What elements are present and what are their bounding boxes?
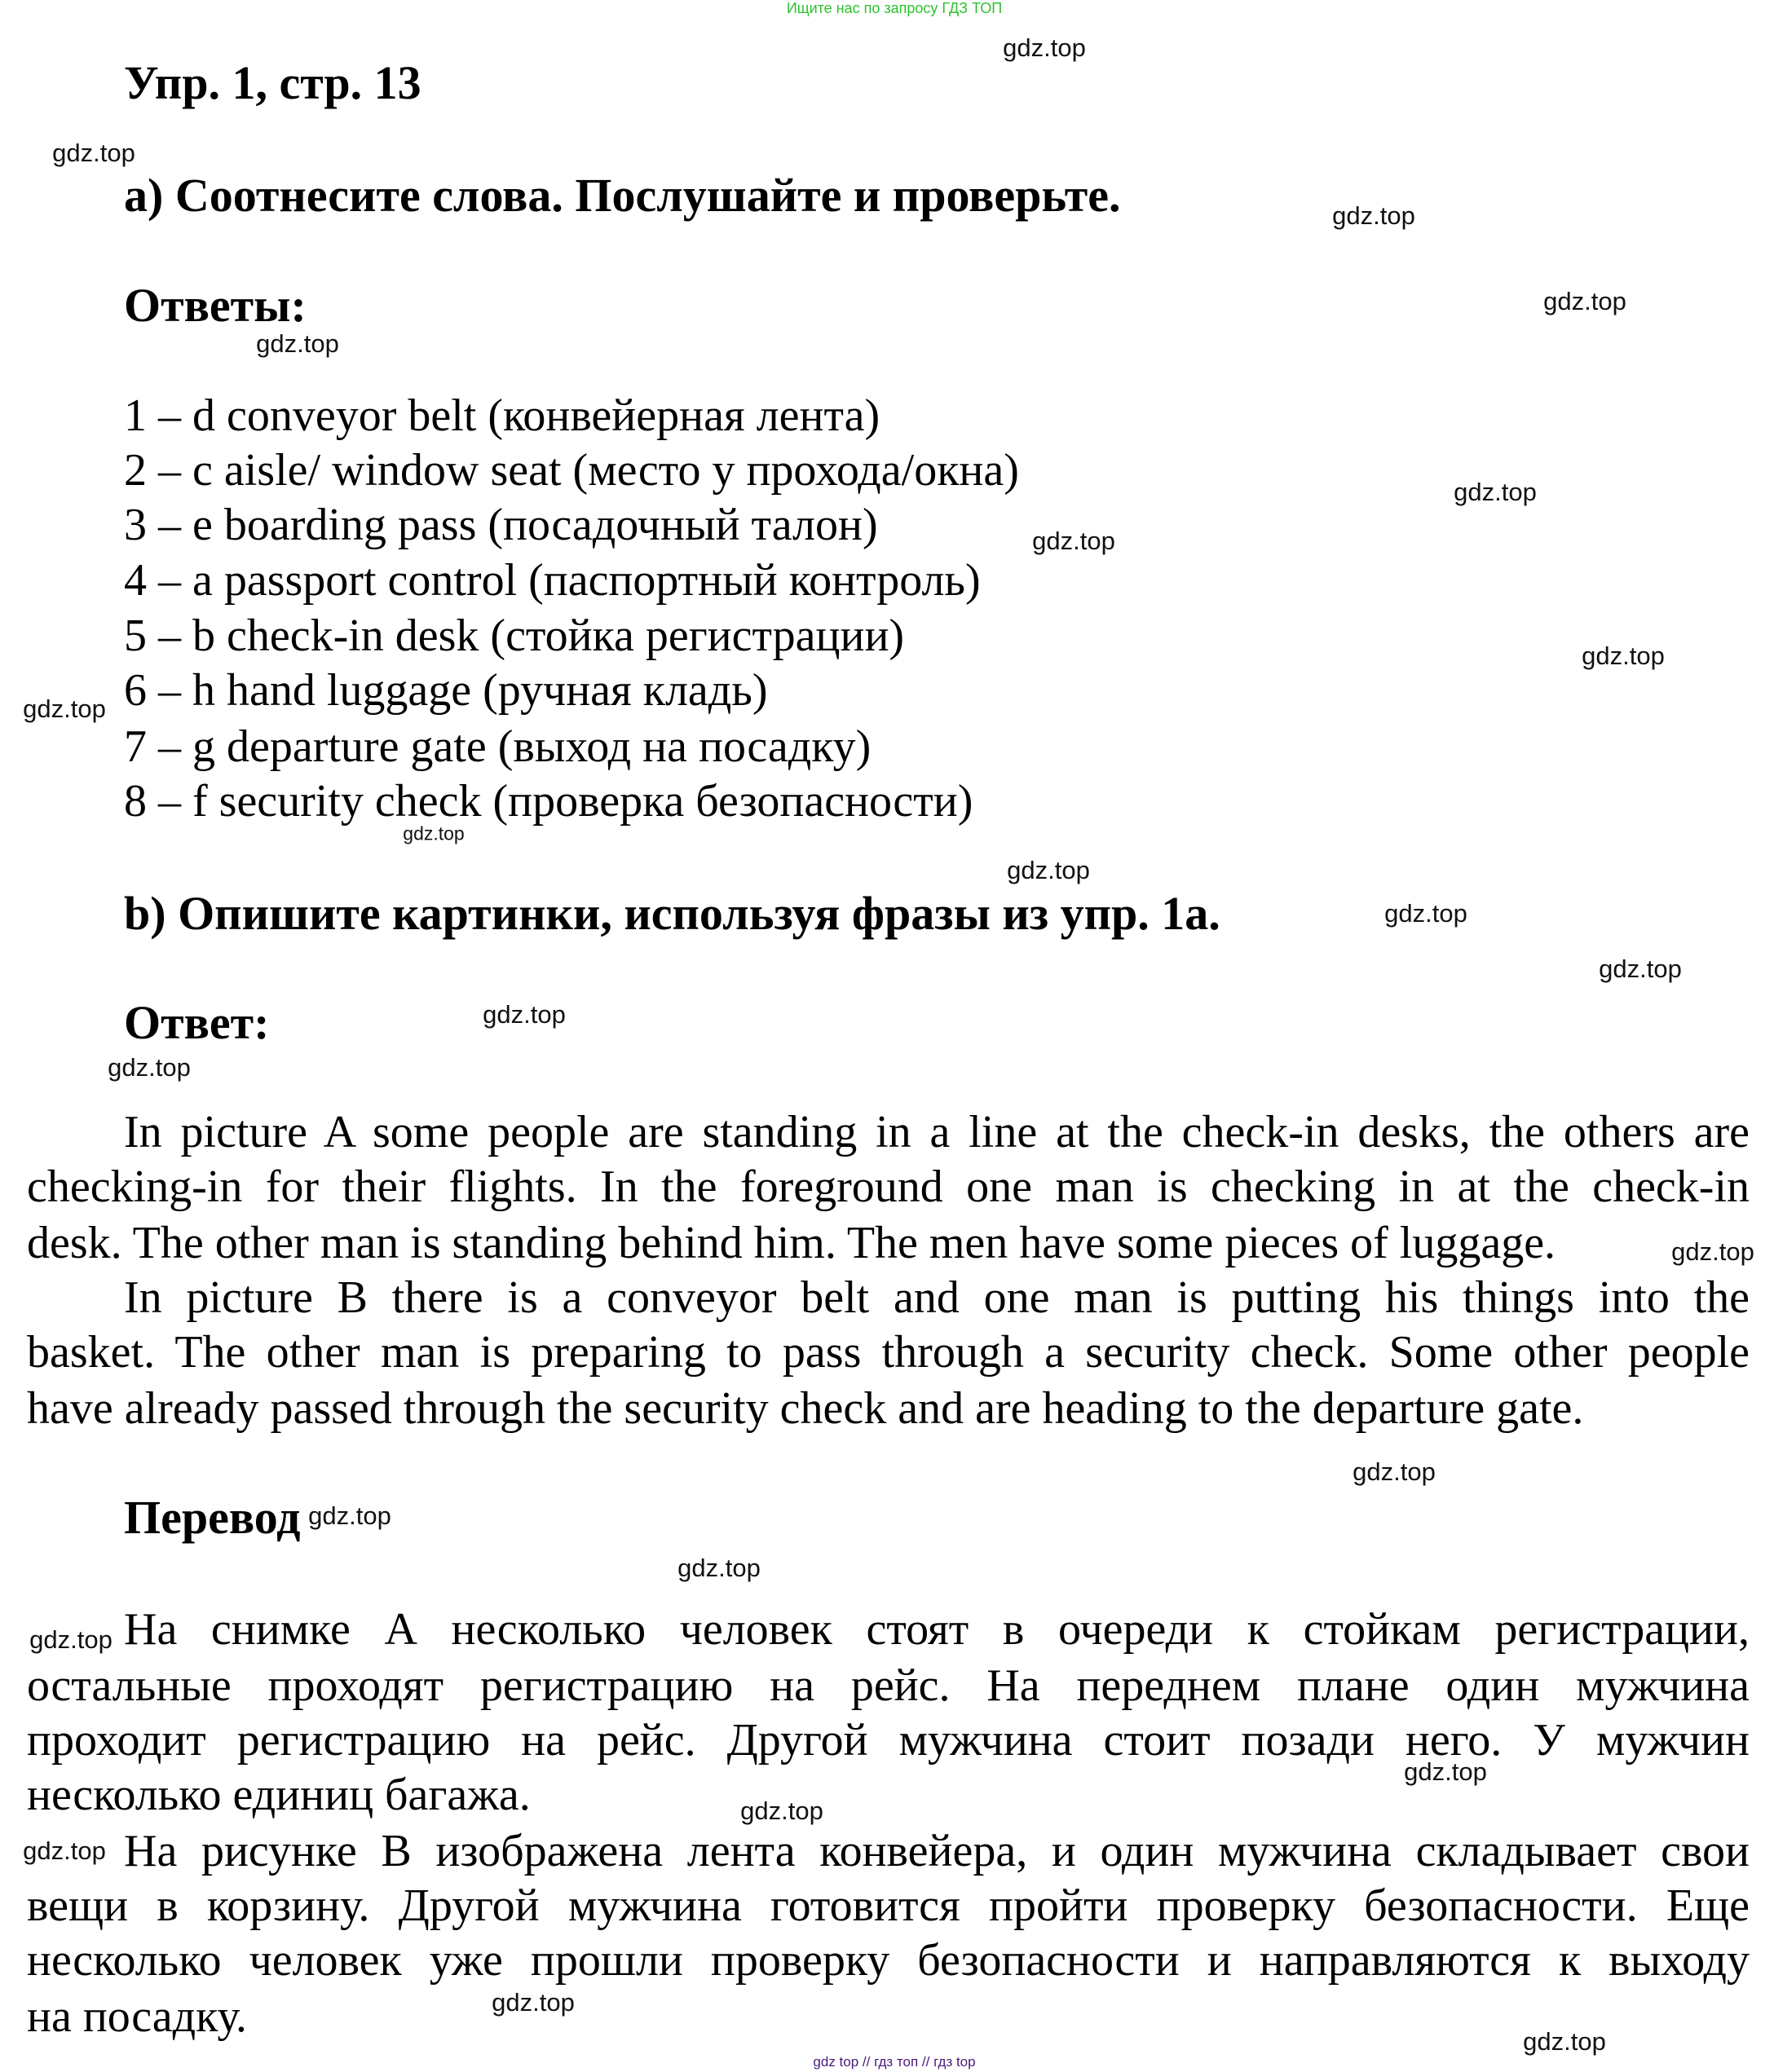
english-line: desk. The other man is standing behind him. The men have some pieces of luggage.: [27, 1218, 1556, 1268]
watermark: gdz.top: [1032, 527, 1115, 555]
watermark: gdz.top: [1582, 641, 1665, 670]
watermark: gdz.top: [1599, 954, 1682, 983]
watermark: gdz.top: [492, 1988, 575, 2017]
russian-line: несколько единиц багажа.: [27, 1770, 531, 1820]
answer-item: 7 – g departure gate (выход на посадку): [124, 721, 872, 772]
task-a-heading: а) Соотнесите слова. Послушайте и проверьте.: [124, 169, 1121, 222]
russian-line: проходит регистрацию на рейс. Другой мужчина стоит позади него. У мужчин: [27, 1715, 1750, 1766]
russian-line: на посадку.: [27, 1991, 247, 2042]
watermark: gdz.top: [23, 694, 106, 723]
watermark: gdz.top: [1332, 201, 1415, 230]
watermark: gdz.top: [1404, 1757, 1487, 1786]
english-line: checking-in for their flights. In the foreground one man is checking in at the check-in: [27, 1162, 1750, 1212]
watermark: gdz.top: [1671, 1237, 1754, 1266]
english-line: have already passed through the security check and are heading to the departure gate.: [27, 1383, 1584, 1434]
watermark: gdz.top: [23, 1836, 106, 1865]
answer-item: 4 – a passport control (паспортный контроль): [124, 555, 981, 606]
english-line: In picture B there is a conveyor belt and one man is putting his things into the: [124, 1272, 1750, 1323]
russian-line: несколько человек уже прошли проверку безопасности и направляются к выходу: [27, 1935, 1750, 1986]
answer-heading: Ответ:: [124, 996, 270, 1049]
watermark: gdz.top: [29, 1625, 113, 1654]
watermark: gdz.top: [1454, 478, 1537, 506]
watermark: gdz.top: [1003, 33, 1086, 62]
russian-line: На снимке А несколько человек стоят в очереди к стойкам регистрации,: [124, 1604, 1750, 1655]
english-line: basket. The other man is preparing to pass through a security check. Some other people: [27, 1327, 1750, 1378]
answer-item: 3 – e boarding pass (посадочный талон): [124, 500, 878, 550]
watermark: gdz.top: [403, 822, 465, 844]
watermark: gdz.top: [483, 1000, 566, 1029]
russian-line: вещи в корзину. Другой мужчина готовится пройти проверку безопасности. Еще: [27, 1880, 1750, 1931]
watermark: gdz.top: [52, 139, 135, 167]
answer-item: 2 – c aisle/ window seat (место у прохода/окна): [124, 445, 1019, 496]
answer-item: 5 – b check-in desk (стойка регистрации): [124, 611, 905, 661]
english-line: In picture A some people are standing in a line at the check-in desks, the others are: [124, 1107, 1750, 1157]
answer-item: 8 – f security check (проверка безопасности): [124, 776, 973, 827]
russian-line: На рисунке В изображена лента конвейера, и один мужчина складывает свои: [124, 1826, 1750, 1876]
watermark: gdz.top: [308, 1501, 391, 1530]
watermark: gdz.top: [1353, 1457, 1436, 1486]
task-b-heading: b) Опишите картинки, используя фразы из упр. 1а.: [124, 887, 1220, 940]
header-banner-text: Ищите нас по запросу ГДЗ ТОП: [786, 0, 1003, 16]
answers-heading: Ответы:: [124, 279, 307, 332]
watermark: gdz.top: [1543, 287, 1626, 315]
answer-item: 1 – d conveyor belt (конвейерная лента): [124, 390, 880, 441]
watermark: gdz.top: [1384, 899, 1467, 928]
translation-heading: Перевод: [124, 1491, 301, 1544]
watermark: gdz.top: [740, 1796, 823, 1825]
russian-line: остальные проходят регистрацию на рейс. На переднем плане один мужчина: [27, 1660, 1750, 1711]
watermark: gdz.top: [108, 1053, 191, 1082]
answer-item: 6 – h hand luggage (ручная кладь): [124, 665, 768, 716]
watermark: gdz.top: [256, 329, 339, 358]
watermark: gdz.top: [677, 1554, 761, 1582]
page-title: Упр. 1, стр. 13: [124, 56, 421, 109]
watermark: gdz.top: [1523, 2027, 1606, 2056]
footer-banner-text: gdz top // гдз топ // гдз top: [813, 2054, 976, 2070]
watermark: gdz.top: [1007, 856, 1090, 884]
